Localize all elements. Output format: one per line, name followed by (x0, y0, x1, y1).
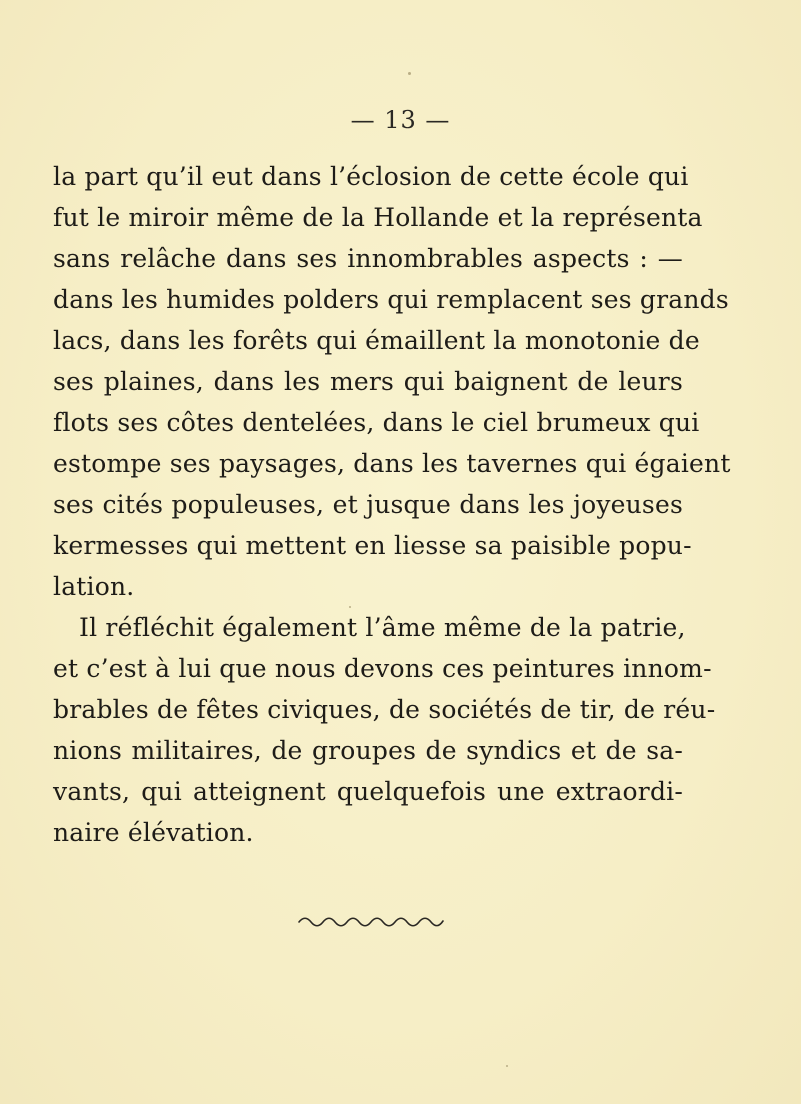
text-line: lation. (53, 572, 135, 601)
text-line: sans relâche dans ses innombrables aspects : — (53, 244, 683, 273)
text-line: la part qu’il eut dans l’éclosion de cette école qui (53, 162, 689, 191)
text-line: nions militaires, de groupes de syndics et de sa- (53, 736, 683, 765)
text-line: Il réfléchit également l’âme même de la patrie, (79, 613, 686, 642)
text-line: lacs, dans les forêts qui émaillent la monotonie de (53, 326, 700, 355)
text-line: naire élévation. (53, 818, 254, 847)
wavy-rule-ornament-icon (297, 913, 445, 929)
text-line: dans les humides polders qui remplacent ses grands (53, 285, 729, 314)
paper-speck (506, 1065, 508, 1067)
text-line: vants, qui atteignent quelquefois une extraordi- (53, 777, 683, 806)
text-line: estompe ses paysages, dans les tavernes qui égaient (53, 449, 731, 478)
text-line: kermesses qui mettent en liesse sa paisible popu- (53, 531, 692, 560)
body-text (53, 156, 731, 853)
text-line: ses cités populeuses, et jusque dans les joyeuses (53, 490, 683, 519)
page-number: — 13 — (350, 106, 451, 134)
text-line: et c’est à lui que nous devons ces peintures innom- (53, 654, 712, 683)
text-line: brables de fêtes civiques, de sociétés de tir, de réu- (53, 695, 716, 724)
paper-speck (349, 606, 351, 608)
text-line: ses plaines, dans les mers qui baignent de leurs (53, 367, 683, 396)
text-line: flots ses côtes dentelées, dans le ciel brumeux qui (53, 408, 700, 437)
paper-speck (408, 72, 411, 75)
text-line: fut le miroir même de la Hollande et la représenta (53, 203, 703, 232)
